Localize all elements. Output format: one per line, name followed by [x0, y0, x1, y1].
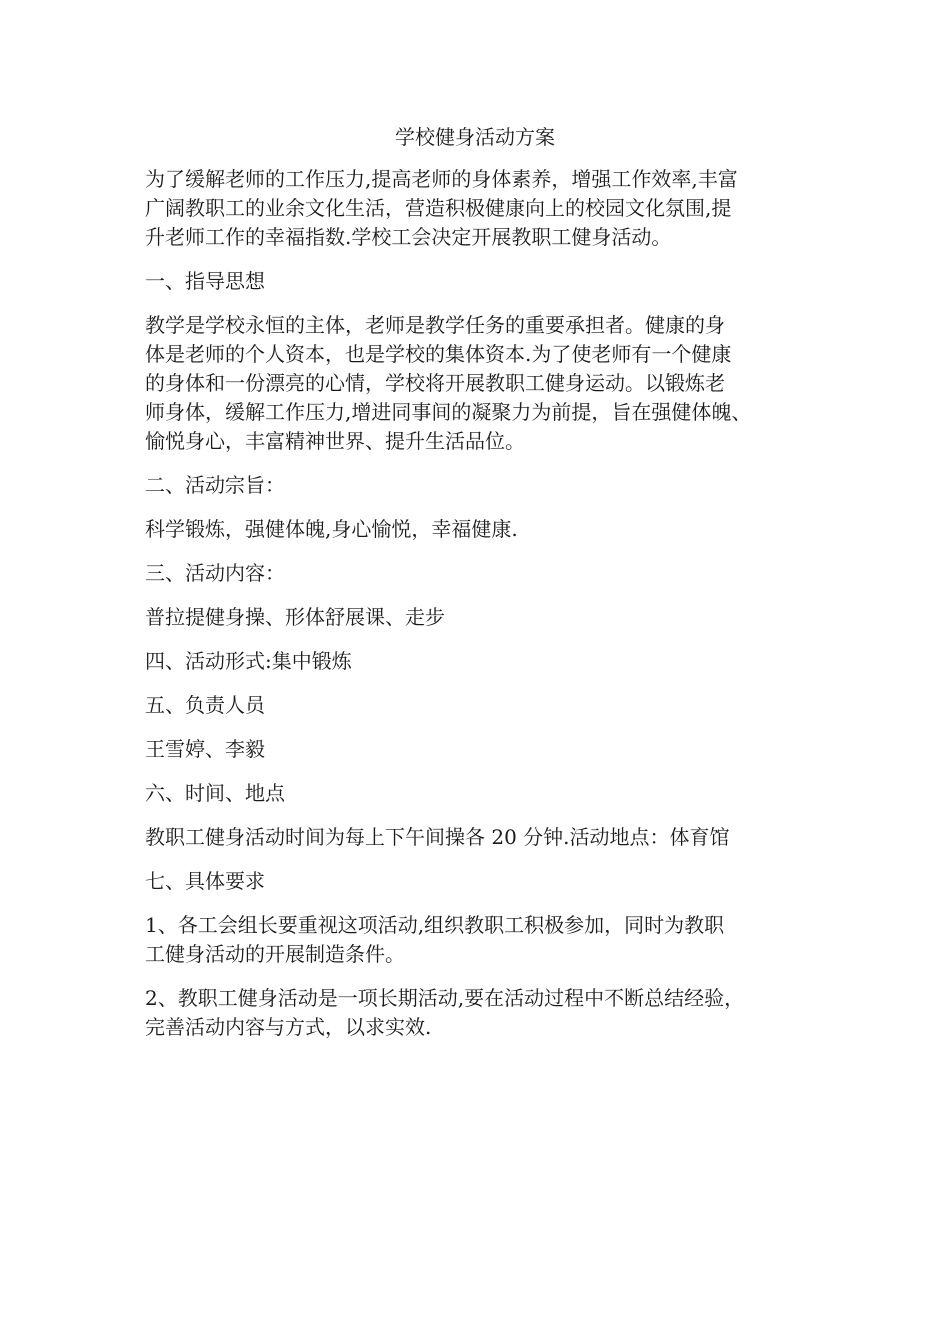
section7-heading: 七、具体要求 [145, 869, 265, 893]
requirement-1-line: 工健身活动的开展制造条件。 [145, 942, 405, 966]
section5-heading: 五、负责人员 [145, 693, 265, 717]
requirement-1 [145, 911, 825, 969]
section1-heading: 一、指导思想 [145, 269, 265, 293]
intro-line: 为了缓解老师的工作压力,提高老师的身体素养，增强工作效率,丰富 [145, 167, 738, 191]
section2-heading: 二、活动宗旨： [145, 473, 285, 497]
section1-line: 教学是学校永恒的主体，老师是教学任务的重要承担者。健康的身 [145, 313, 725, 337]
section1-line: 师身体，缓解工作压力,增进同事间的凝聚力为前提，旨在强健体魄、 [145, 400, 752, 424]
section2-text: 科学锻炼，强健体魄,身心愉悦，幸福健康. [145, 517, 518, 541]
section1-line: 体是老师的个人资本，也是学校的集体资本.为了使老师有一个健康 [145, 342, 732, 366]
section3-heading: 三、活动内容： [145, 561, 285, 585]
intro-line: 升老师工作的幸福指数.学校工会决定开展教职工健身活动。 [145, 225, 672, 249]
requirement-2-line: 2、教职工健身活动是一项长期活动,要在活动过程中不断总结经验， [145, 986, 745, 1010]
section1-line: 愉悦身心，丰富精神世界、提升生活品位。 [145, 429, 525, 453]
requirement-2-line: 完善活动内容与方式，以求实效. [145, 1015, 432, 1039]
requirement-1-line: 1、各工会组长要重视这项活动,组织教职工积极参加，同时为教职 [145, 913, 725, 937]
section1-line: 的身体和一份漂亮的心情，学校将开展教职工健身运动。以锻炼老 [145, 371, 725, 395]
section5-text: 王雪婷、李毅 [145, 737, 265, 761]
section6-text: 教职工健身活动时间为每上下午间操各 20 分钟.活动地点：体育馆 [145, 825, 730, 849]
document-title: 学校健身活动方案 [395, 125, 555, 149]
requirement-2 [145, 984, 825, 1042]
section3-text: 普拉提健身操、形体舒展课、走步 [145, 605, 445, 629]
document-body [145, 165, 825, 1057]
intro-paragraph [145, 165, 825, 252]
section1-paragraph [145, 311, 825, 456]
section4-heading: 四、活动形式:集中锻炼 [145, 649, 352, 673]
intro-line: 广阔教职工的业余文化生活，营造积极健康向上的校园文化氛围,提 [145, 196, 732, 220]
section6-heading: 六、时间、地点 [145, 781, 285, 805]
